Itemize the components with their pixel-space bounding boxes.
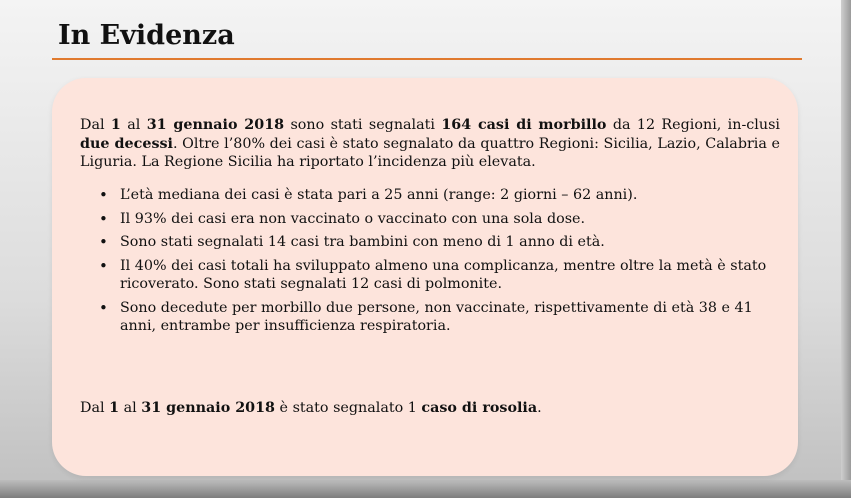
intro-text-2: al bbox=[120, 117, 147, 133]
intro-text-5: . Oltre l’80% dei casi è stato segnalato da quattro Regioni: Sicilia, Lazio, Calabria e Liguria. La Regione Sicilia ha riportato l’incidenza più elevata. bbox=[80, 135, 780, 170]
footer-text-3: è stato segnalato 1 bbox=[275, 400, 422, 416]
list-item: • Il 40% dei casi totali ha sviluppato almeno una complicanza, mentre oltre la metà è stato ricoverato. Sono stati segnalati 12 casi di polmonite. bbox=[86, 257, 776, 294]
list-item: • Sono decedute per morbillo due persone, non vaccinate, rispettivamente di età 38 e 41 anni, entrambe per insufficienza respiratoria. bbox=[86, 299, 776, 336]
intro-bold-start-day: 1 bbox=[110, 117, 121, 133]
intro-bold-deaths: due decessi bbox=[80, 135, 173, 152]
page-title: In Evidenza bbox=[58, 20, 235, 51]
title-underline bbox=[52, 58, 802, 60]
footer-bold-end-date: 31 gennaio 2018 bbox=[141, 400, 276, 416]
key-points-list bbox=[86, 186, 776, 341]
intro-bold-end-date: 31 gennaio 2018 bbox=[146, 117, 285, 133]
footer-text-2: al bbox=[119, 400, 142, 416]
intro-text-1: Dal bbox=[80, 117, 111, 133]
footer-text-4: . bbox=[537, 400, 542, 416]
intro-text-4: da 12 Regioni, in-clusi bbox=[606, 117, 780, 133]
intro-text-3: sono stati segnalati bbox=[284, 117, 442, 133]
footer-bold-start-day: 1 bbox=[109, 400, 120, 416]
intro-paragraph bbox=[80, 116, 780, 172]
list-item: • Il 93% dei casi era non vaccinato o vaccinato con una sola dose. bbox=[86, 210, 776, 229]
footer-text-1: Dal bbox=[80, 400, 110, 416]
window-edge-bottom bbox=[0, 480, 851, 498]
rubella-paragraph bbox=[80, 399, 780, 417]
window-edge-right bbox=[841, 0, 851, 498]
list-item: • Sono stati segnalati 14 casi tra bambini con meno di 1 anno di età. bbox=[86, 233, 776, 252]
footer-bold-rubella: caso di rosolia bbox=[421, 400, 538, 416]
list-item: • L’età mediana dei casi è stata pari a 25 anni (range: 2 giorni – 62 anni). bbox=[86, 186, 776, 205]
intro-bold-cases: 164 casi di morbillo bbox=[441, 117, 607, 133]
